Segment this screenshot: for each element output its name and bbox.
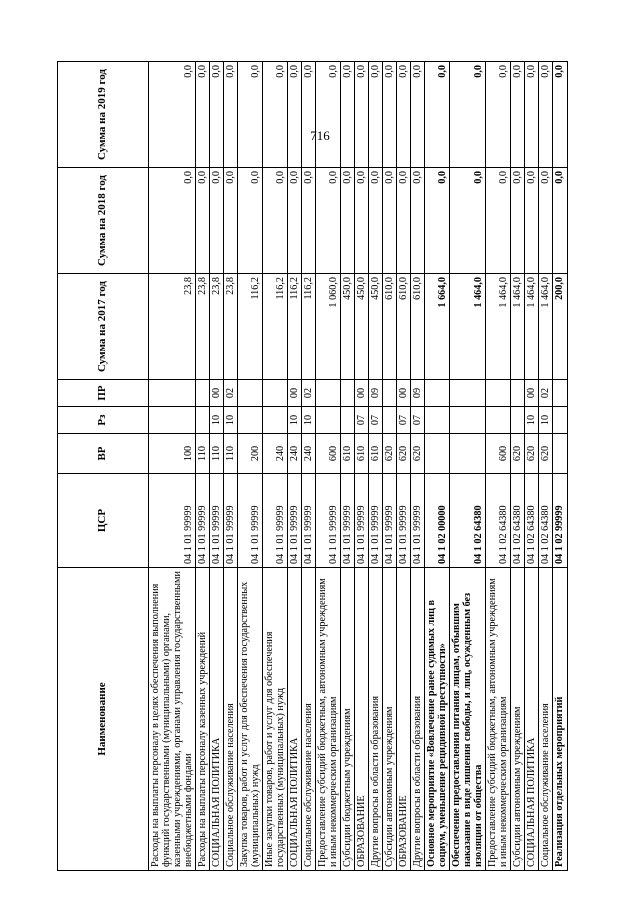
row-sum-2019: 0,0 (511, 62, 525, 168)
row-vr: 240 (302, 434, 316, 474)
row-rz (425, 407, 450, 434)
row-csr: 04 1 01 99999 (355, 474, 369, 568)
row-csr: 04 1 01 99999 (302, 474, 316, 568)
row-csr: 04 1 01 99999 (369, 474, 383, 568)
row-rz: 07 (411, 407, 425, 434)
row-pr (553, 380, 567, 407)
row-csr: 04 1 01 99999 (149, 474, 196, 568)
row-name: Социальное обслуживание населения (302, 568, 316, 871)
row-vr: 600 (486, 434, 511, 474)
row-rz (383, 407, 397, 434)
row-sum-2019: 0,0 (316, 62, 341, 168)
row-sum-2018: 0,0 (411, 168, 425, 274)
row-pr (425, 380, 450, 407)
row-pr: 00 (210, 380, 224, 407)
row-rz (149, 407, 196, 434)
row-pr (341, 380, 355, 407)
row-csr: 04 1 02 64380 (539, 474, 553, 568)
row-rz (238, 407, 263, 434)
table-row (486, 62, 511, 871)
row-vr: 620 (511, 434, 525, 474)
row-sum-2019: 0,0 (450, 62, 486, 168)
row-rz: 10 (288, 407, 302, 434)
table-row (369, 62, 383, 871)
row-vr: 610 (341, 434, 355, 474)
row-csr: 04 1 02 64380 (486, 474, 511, 568)
row-csr: 04 1 02 64380 (450, 474, 486, 568)
row-sum-2018: 0,0 (288, 168, 302, 274)
row-pr (450, 380, 486, 407)
row-sum-2017: 610,0 (383, 274, 397, 380)
row-csr: 04 1 02 00000 (425, 474, 450, 568)
row-name: Закупка товаров, работ и услуг для обеспечения государственных (муниципальных) нужд (238, 568, 263, 871)
row-sum-2017: 23,8 (210, 274, 224, 380)
row-vr: 620 (539, 434, 553, 474)
row-pr (196, 380, 210, 407)
row-name: Иные закупки товаров, работ и услуг для обеспечения государственных (муниципальных) нужд (263, 568, 288, 871)
row-sum-2019: 0,0 (355, 62, 369, 168)
row-csr: 04 1 01 99999 (196, 474, 210, 568)
row-sum-2017: 610,0 (411, 274, 425, 380)
row-name: Субсидии автономным учреждениям (511, 568, 525, 871)
header-pr: ПР (58, 380, 149, 407)
row-pr: 00 (355, 380, 369, 407)
row-sum-2019: 0,0 (341, 62, 355, 168)
row-vr (553, 434, 567, 474)
row-pr (149, 380, 196, 407)
table-row (355, 62, 369, 871)
row-sum-2018: 0,0 (383, 168, 397, 274)
row-sum-2019: 0,0 (149, 62, 196, 168)
row-name: ОБРАЗОВАНИЕ (355, 568, 369, 871)
row-rz: 10 (302, 407, 316, 434)
row-rz: 10 (224, 407, 238, 434)
row-csr: 04 1 01 99999 (238, 474, 263, 568)
row-rz (316, 407, 341, 434)
table-row (383, 62, 397, 871)
row-rz (196, 407, 210, 434)
row-sum-2018: 0,0 (369, 168, 383, 274)
row-name: Основное мероприятие «Вовлечение ранее судимых лиц в социум, уменьшение рецидивной преступности» (425, 568, 450, 871)
row-pr (383, 380, 397, 407)
row-name: СОЦИАЛЬНАЯ ПОЛИТИКА (288, 568, 302, 871)
row-name: СОЦИАЛЬНАЯ ПОЛИТИКА (210, 568, 224, 871)
row-sum-2017: 23,8 (224, 274, 238, 380)
row-vr: 200 (238, 434, 263, 474)
row-sum-2018: 0,0 (525, 168, 539, 274)
row-rz: 07 (369, 407, 383, 434)
row-pr (511, 380, 525, 407)
row-sum-2017: 450,0 (341, 274, 355, 380)
table-row (263, 62, 288, 871)
table-row (411, 62, 425, 871)
row-sum-2019: 0,0 (224, 62, 238, 168)
row-csr: 04 1 01 99999 (263, 474, 288, 568)
row-name: Субсидии автономным учреждениям (383, 568, 397, 871)
row-sum-2017: 1 464,0 (511, 274, 525, 380)
row-pr (486, 380, 511, 407)
row-name: Предоставление субсидий бюджетным, автономным учреждениям и иным некоммерческим организациям (316, 568, 341, 871)
row-pr (316, 380, 341, 407)
table-row (539, 62, 553, 871)
row-csr: 04 1 02 64380 (525, 474, 539, 568)
row-vr: 240 (288, 434, 302, 474)
table-body (149, 62, 568, 871)
row-sum-2019: 0,0 (369, 62, 383, 168)
budget-table (57, 61, 568, 871)
row-sum-2019: 0,0 (288, 62, 302, 168)
header-csr: ЦСР (58, 474, 149, 568)
row-sum-2019: 0,0 (411, 62, 425, 168)
row-sum-2018: 0,0 (302, 168, 316, 274)
row-name: Расходы на выплаты персоналу в целях обеспечения выполнения функций государственными (муниципальными) органами, казенными учреждениями, органами управления государственными внебюджетными фондами (149, 568, 196, 871)
row-name: Социальное обслуживание населения (224, 568, 238, 871)
row-sum-2018: 0,0 (210, 168, 224, 274)
row-sum-2018: 0,0 (224, 168, 238, 274)
row-sum-2019: 0,0 (486, 62, 511, 168)
row-pr: 00 (525, 380, 539, 407)
row-rz: 10 (525, 407, 539, 434)
row-csr: 04 1 01 99999 (341, 474, 355, 568)
row-rz (341, 407, 355, 434)
row-rz: 07 (397, 407, 411, 434)
row-sum-2019: 0,0 (210, 62, 224, 168)
table-row (525, 62, 539, 871)
row-sum-2017: 1 464,0 (486, 274, 511, 380)
row-sum-2018: 0,0 (425, 168, 450, 274)
table-row (511, 62, 525, 871)
row-pr: 09 (369, 380, 383, 407)
row-sum-2019: 0,0 (302, 62, 316, 168)
row-vr: 100 (149, 434, 196, 474)
header-sum-2018: Сумма на 2018 год (58, 168, 149, 274)
row-vr: 610 (369, 434, 383, 474)
row-sum-2018: 0,0 (511, 168, 525, 274)
row-sum-2018: 0,0 (486, 168, 511, 274)
row-sum-2017: 1 464,0 (525, 274, 539, 380)
table-header-row (58, 62, 149, 871)
row-vr: 110 (196, 434, 210, 474)
row-vr: 110 (224, 434, 238, 474)
table-row (450, 62, 486, 871)
row-vr (425, 434, 450, 474)
row-pr: 00 (288, 380, 302, 407)
row-sum-2019: 0,0 (238, 62, 263, 168)
row-vr: 110 (210, 434, 224, 474)
row-sum-2018: 0,0 (397, 168, 411, 274)
row-sum-2018: 0,0 (355, 168, 369, 274)
row-sum-2019: 0,0 (383, 62, 397, 168)
row-sum-2018: 0,0 (341, 168, 355, 274)
row-sum-2017: 450,0 (355, 274, 369, 380)
rotated-table-wrapper (57, 62, 589, 871)
row-csr: 04 1 01 99999 (383, 474, 397, 568)
row-name: Расходы на выплаты персоналу казенных учреждений (196, 568, 210, 871)
table-row (397, 62, 411, 871)
table-row (210, 62, 224, 871)
row-sum-2019: 0,0 (263, 62, 288, 168)
header-sum-2019: Сумма на 2019 год (58, 62, 149, 168)
row-sum-2018: 0,0 (316, 168, 341, 274)
row-rz: 10 (539, 407, 553, 434)
row-sum-2017: 23,8 (196, 274, 210, 380)
row-sum-2018: 0,0 (238, 168, 263, 274)
row-vr: 620 (525, 434, 539, 474)
row-sum-2019: 0,0 (397, 62, 411, 168)
row-sum-2017: 116,2 (302, 274, 316, 380)
row-sum-2017: 116,2 (238, 274, 263, 380)
row-csr: 04 1 01 99999 (224, 474, 238, 568)
row-csr: 04 1 02 99999 (553, 474, 567, 568)
row-sum-2018: 0,0 (553, 168, 567, 274)
row-name: Обеспечение предоставления питания лицам, отбывшим наказание в виде лишения свободы, и лиц, осужденным без изоляции от общества (450, 568, 486, 871)
header-name: Наименование (58, 568, 149, 871)
table-row (341, 62, 355, 871)
row-sum-2017: 116,2 (263, 274, 288, 380)
row-sum-2019: 0,0 (539, 62, 553, 168)
row-name: Субсидии бюджетным учреждениям (341, 568, 355, 871)
table-row (196, 62, 210, 871)
row-name: СОЦИАЛЬНАЯ ПОЛИТИКА (525, 568, 539, 871)
table-row (553, 62, 567, 871)
row-pr: 09 (411, 380, 425, 407)
row-name: Другие вопросы в области образования (369, 568, 383, 871)
row-name: ОБРАЗОВАНИЕ (397, 568, 411, 871)
row-sum-2017: 1 464,0 (539, 274, 553, 380)
row-name: Социальное обслуживание населения (539, 568, 553, 871)
table-row (302, 62, 316, 871)
row-sum-2018: 0,0 (539, 168, 553, 274)
row-sum-2017: 1 664,0 (425, 274, 450, 380)
row-rz (511, 407, 525, 434)
table-row (425, 62, 450, 871)
row-vr (450, 434, 486, 474)
row-csr: 04 1 01 99999 (210, 474, 224, 568)
row-csr: 04 1 01 99999 (411, 474, 425, 568)
table-row (316, 62, 341, 871)
row-sum-2017: 450,0 (369, 274, 383, 380)
row-vr: 610 (355, 434, 369, 474)
table-row (238, 62, 263, 871)
row-sum-2018: 0,0 (149, 168, 196, 274)
row-rz (486, 407, 511, 434)
row-csr: 04 1 01 99999 (288, 474, 302, 568)
header-sum-2017: Сумма на 2017 год (58, 274, 149, 380)
row-rz: 10 (210, 407, 224, 434)
row-sum-2019: 0,0 (425, 62, 450, 168)
row-csr: 04 1 02 64380 (511, 474, 525, 568)
row-vr: 600 (316, 434, 341, 474)
table-row (288, 62, 302, 871)
page-number: 716 (310, 128, 330, 143)
row-rz (263, 407, 288, 434)
row-pr: 02 (224, 380, 238, 407)
row-name: Реализация отдельных мероприятий (553, 568, 567, 871)
row-sum-2017: 116,2 (288, 274, 302, 380)
table-row (224, 62, 238, 871)
row-sum-2017: 1 060,0 (316, 274, 341, 380)
row-pr: 02 (539, 380, 553, 407)
row-vr: 620 (383, 434, 397, 474)
row-rz (450, 407, 486, 434)
row-sum-2018: 0,0 (196, 168, 210, 274)
row-sum-2018: 0,0 (263, 168, 288, 274)
header-rz: Рз (58, 407, 149, 434)
row-rz: 07 (355, 407, 369, 434)
row-pr (238, 380, 263, 407)
header-vr: ВР (58, 434, 149, 474)
row-name: Другие вопросы в области образования (411, 568, 425, 871)
row-sum-2018: 0,0 (450, 168, 486, 274)
row-name: Предоставление субсидий бюджетным, автономным учреждениям и иным некоммерческим организациям (486, 568, 511, 871)
row-sum-2017: 610,0 (397, 274, 411, 380)
row-pr (263, 380, 288, 407)
row-vr: 240 (263, 434, 288, 474)
row-rz (553, 407, 567, 434)
row-sum-2019: 0,0 (196, 62, 210, 168)
row-pr: 02 (302, 380, 316, 407)
row-csr: 04 1 01 99999 (397, 474, 411, 568)
row-sum-2019: 0,0 (525, 62, 539, 168)
row-vr: 620 (397, 434, 411, 474)
row-sum-2019: 0,0 (553, 62, 567, 168)
row-vr: 620 (411, 434, 425, 474)
row-sum-2017: 23,8 (149, 274, 196, 380)
row-csr: 04 1 01 99999 (316, 474, 341, 568)
table-row (149, 62, 196, 871)
row-sum-2017: 200,0 (553, 274, 567, 380)
row-pr: 00 (397, 380, 411, 407)
row-sum-2017: 1 464,0 (450, 274, 486, 380)
